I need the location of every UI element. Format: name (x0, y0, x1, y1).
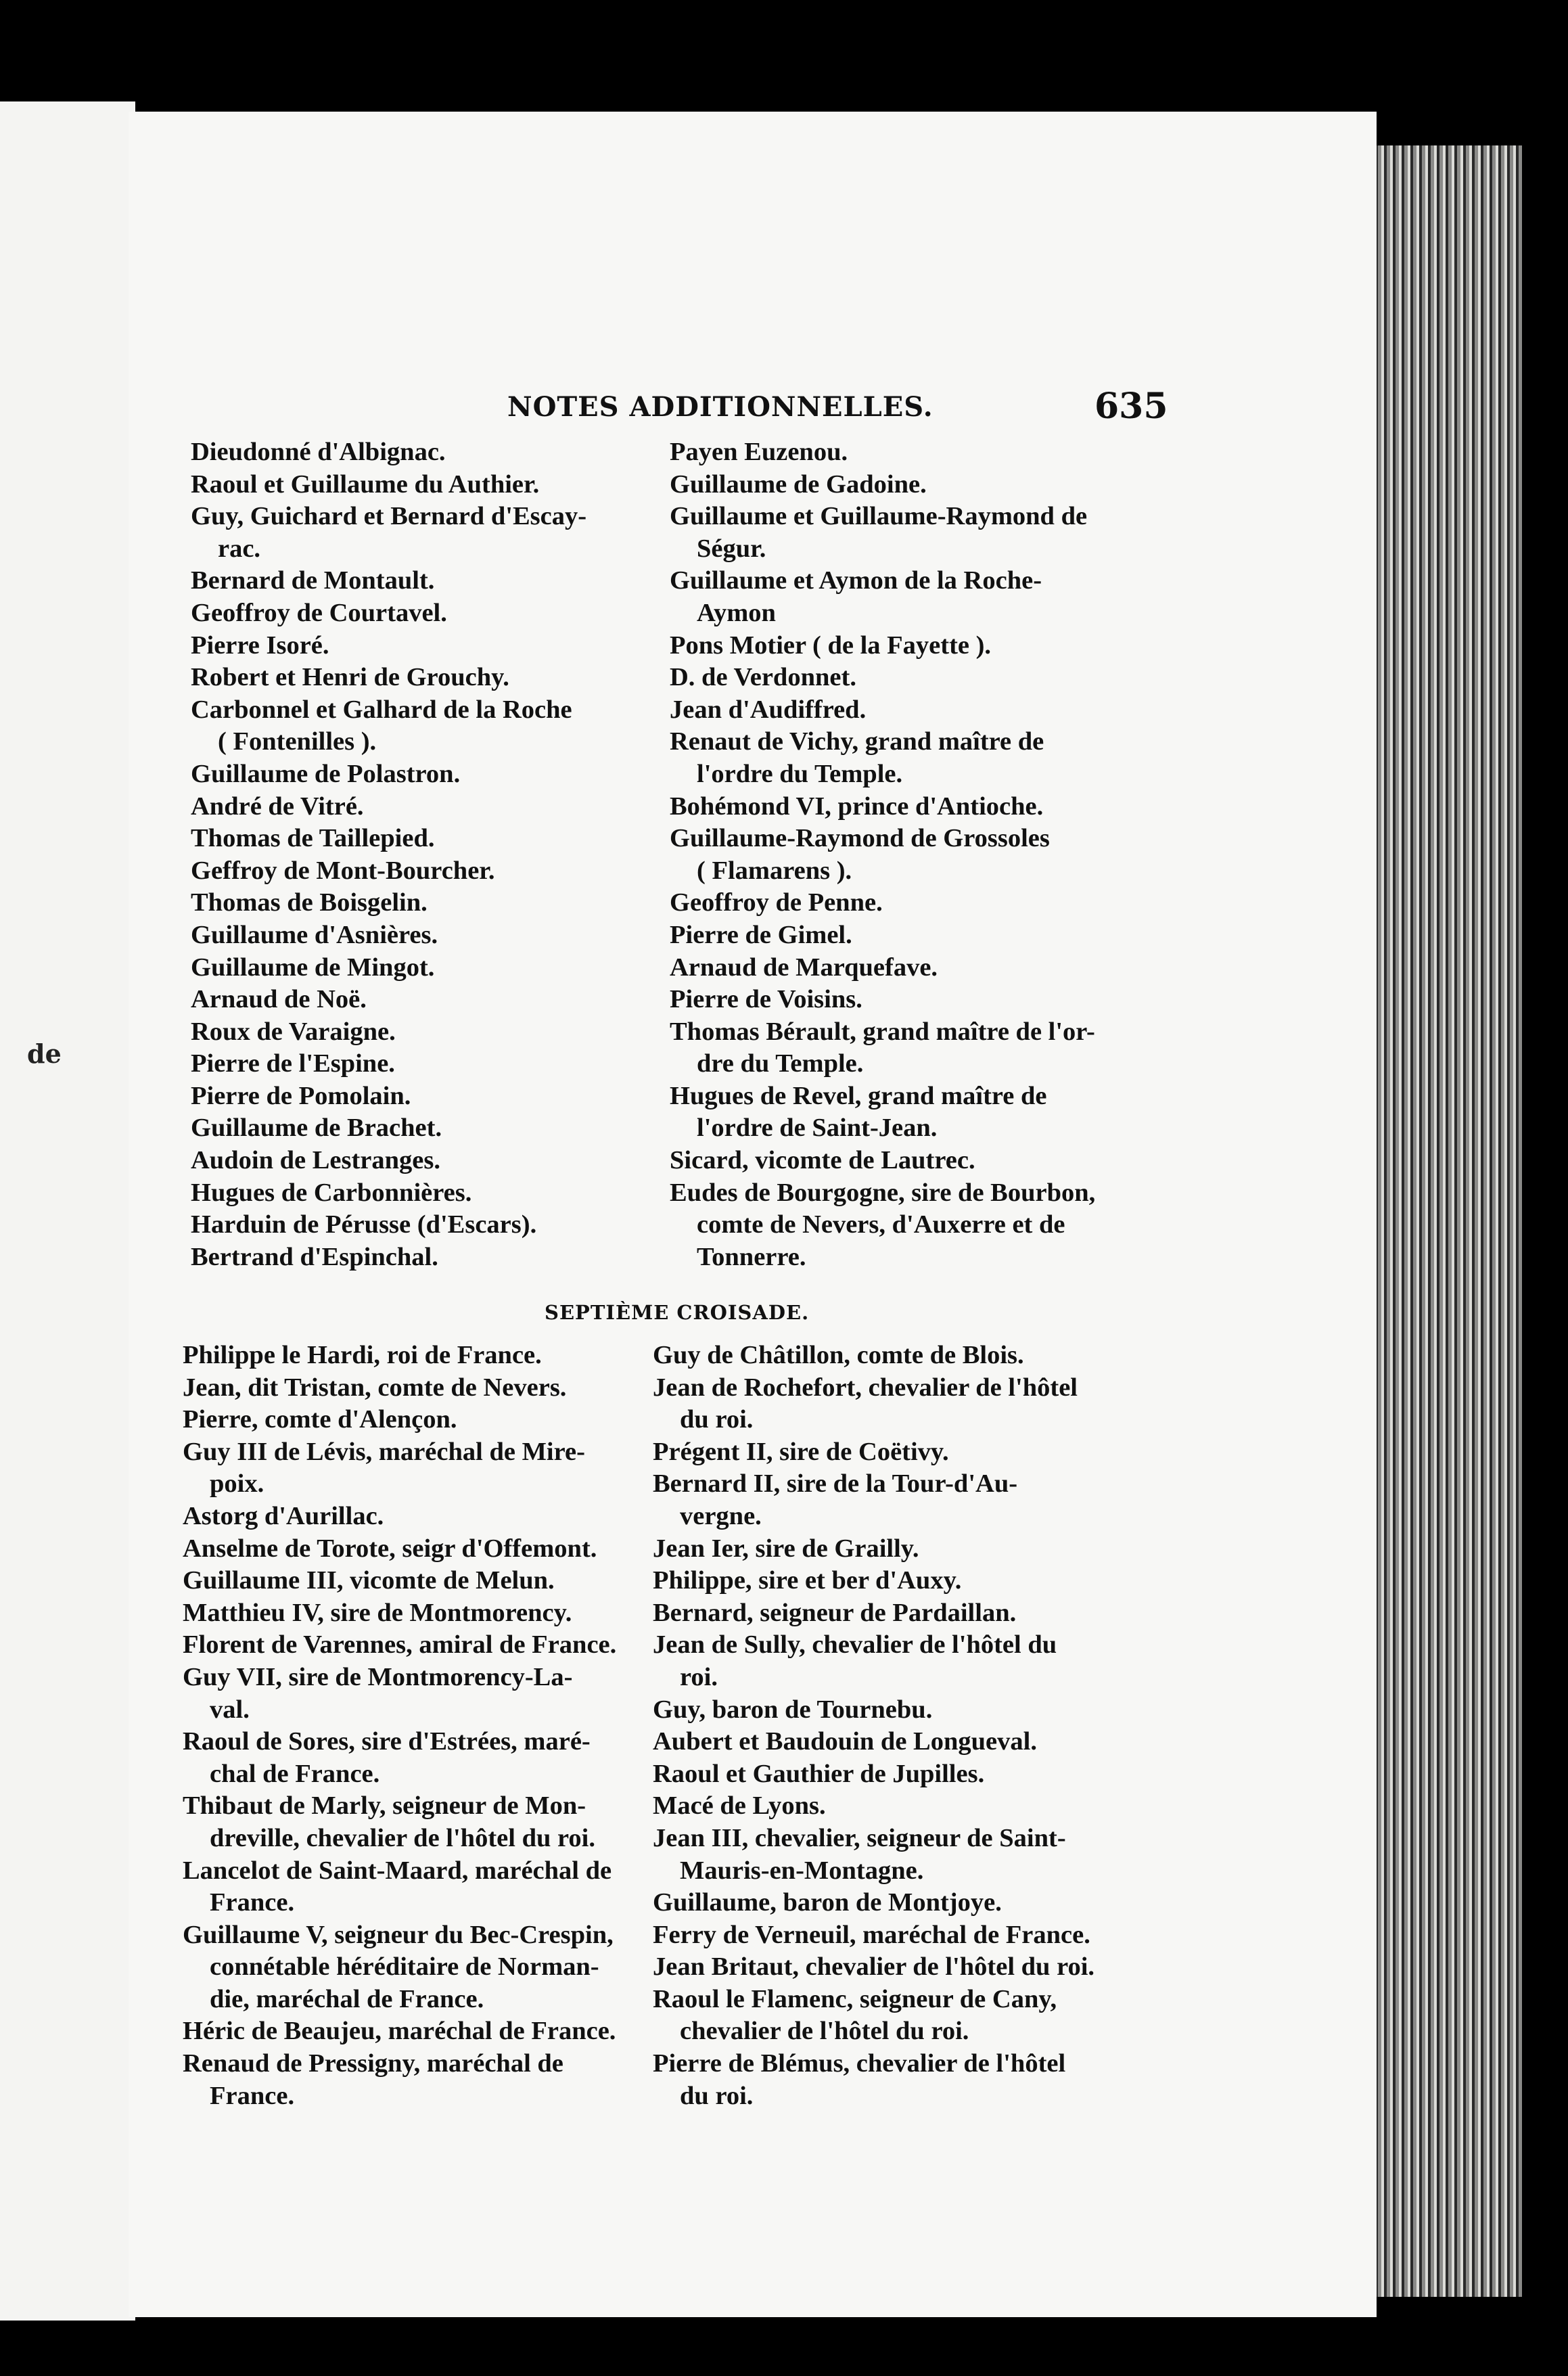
list-column-4 (653, 1340, 1248, 2112)
list-line: Florent de Varennes, amiral de France. (183, 1630, 617, 1660)
list-line: roi. (680, 1662, 718, 1691)
list-line: Jean, dit Tristan, comte de Nevers. (183, 1373, 567, 1402)
list-line: Jean d'Audiffred. (670, 695, 867, 724)
list-line: Pierre, comte d'Alençon. (183, 1405, 457, 1434)
list-line: Bernard, seigneur de Pardaillan. (653, 1598, 1017, 1627)
facing-page-fragment: de (27, 1038, 62, 1069)
list-line: comte de Nevers, d'Auxerre et de (697, 1210, 1065, 1239)
list-line: Hugues de Revel, grand maître de (670, 1081, 1047, 1110)
facing-page (0, 101, 135, 2321)
list-line: Bertrand d'Espinchal. (191, 1242, 438, 1271)
list-line: Raoul et Gauthier de Jupilles. (653, 1759, 985, 1788)
list-line: rac. (218, 534, 261, 563)
list-line: Guy, baron de Tournebu. (653, 1695, 933, 1724)
list-line: Tonnerre. (697, 1242, 806, 1271)
list-line: Jean de Sully, chevalier de l'hôtel du (653, 1630, 1057, 1660)
list-line: dreville, chevalier de l'hôtel du roi. (210, 1823, 595, 1852)
list-line: Mauris-en-Montagne. (680, 1856, 924, 1885)
list-line: Bohémond VI, prince d'Antioche. (670, 792, 1044, 821)
list-line: chal de France. (210, 1759, 380, 1788)
list-line: l'ordre de Saint-Jean. (697, 1114, 938, 1143)
list-line: Bernard de Montault. (191, 566, 435, 595)
list-line: Aymon (697, 598, 776, 627)
list-line: chevalier de l'hôtel du roi. (680, 2017, 969, 2046)
list-line: Arnaud de Marquefave. (670, 953, 938, 982)
list-line: Guy, Guichard et Bernard d'Escay- (191, 502, 587, 531)
list-line: Carbonnel et Galhard de la Roche (191, 695, 572, 724)
list-line: Ferry de Verneuil, maréchal de France. (653, 1920, 1090, 1949)
list-line: Sicard, vicomte de Lautrec. (670, 1146, 975, 1175)
list-line: Guillaume III, vicomte de Melun. (183, 1566, 555, 1595)
list-line: France. (210, 2081, 295, 2110)
list-line: Thomas Bérault, grand maître de l'or- (670, 1017, 1095, 1046)
list-line: Guillaume et Guillaume-Raymond de (670, 502, 1088, 531)
book-page (129, 112, 1377, 2317)
list-line: Anselme de Torote, seigr d'Offemont. (183, 1534, 597, 1563)
list-line: Renaut de Vichy, grand maître de (670, 727, 1044, 756)
list-line: vergne. (680, 1501, 762, 1530)
list-line: Pierre de Pomolain. (191, 1081, 411, 1110)
list-line: Hugues de Carbonnières. (191, 1178, 472, 1207)
list-line: Macé de Lyons. (653, 1791, 826, 1821)
list-line: Guy III de Lévis, maréchal de Mire- (183, 1437, 585, 1466)
list-line: Roux de Varaigne. (191, 1017, 396, 1046)
list-line: Jean Britaut, chevalier de l'hôtel du roi. (653, 1952, 1095, 1982)
list-line: Jean III, chevalier, seigneur de Saint- (653, 1823, 1066, 1852)
list-line: Geoffroy de Courtavel. (191, 598, 447, 627)
list-line: ( Flamarens ). (697, 856, 852, 885)
list-line: Aubert et Baudouin de Longueval. (653, 1727, 1037, 1756)
list-line: Raoul le Flamenc, seigneur de Cany, (653, 1984, 1057, 2013)
list-column-3 (183, 1340, 643, 2112)
list-line: Jean Ier, sire de Grailly. (653, 1534, 919, 1563)
list-line: Eudes de Bourgogne, sire de Bourbon, (670, 1178, 1096, 1207)
list-line: du roi. (680, 1405, 754, 1434)
list-line: du roi. (680, 2081, 754, 2110)
running-title: NOTES ADDITIONNELLES. (507, 391, 933, 423)
list-line: Guy de Châtillon, comte de Blois. (653, 1341, 1024, 1369)
list-line: Robert et Henri de Grouchy. (191, 663, 509, 692)
section-title: SEPTIÈME CROISADE. (545, 1301, 810, 1324)
list-line: Jean de Rochefort, chevalier de l'hôtel (653, 1373, 1078, 1402)
list-line: Payen Euzenou. (670, 438, 848, 466)
page-number: 635 (1094, 386, 1168, 427)
list-line: Guillaume de Gadoine. (670, 470, 927, 499)
list-line: ( Fontenilles ). (218, 727, 377, 756)
list-line: Guillaume de Brachet. (191, 1114, 442, 1143)
list-line: Dieudonné d'Albignac. (191, 438, 446, 466)
list-line: Philippe le Hardi, roi de France. (183, 1341, 542, 1369)
list-line: Guillaume d'Asnières. (191, 920, 438, 949)
list-line: Audoin de Lestranges. (191, 1146, 441, 1175)
list-line: Geffroy de Mont-Bourcher. (191, 856, 495, 885)
list-line: Geoffroy de Penne. (670, 888, 883, 917)
list-line: Prégent II, sire de Coëtivy. (653, 1437, 949, 1466)
list-line: Héric de Beaujeu, maréchal de France. (183, 2017, 616, 2046)
list-line: Astorg d'Aurillac. (183, 1501, 384, 1530)
list-line: Pierre de Blémus, chevalier de l'hôtel (653, 2049, 1066, 2078)
list-line: dre du Temple. (697, 1049, 864, 1078)
list-line: l'ordre du Temple. (697, 759, 903, 788)
list-line: Guy VII, sire de Montmorency-La- (183, 1662, 573, 1691)
list-column-2 (670, 436, 1265, 1273)
list-line: France. (210, 1888, 295, 1917)
list-line: Arnaud de Noë. (191, 985, 367, 1014)
page-header (129, 386, 1377, 433)
list-line: Pierre Isoré. (191, 631, 329, 660)
list-line: Matthieu IV, sire de Montmorency. (183, 1598, 572, 1627)
list-line: Harduin de Pérusse (d'Escars). (191, 1210, 537, 1239)
list-line: Pierre de Gimel. (670, 920, 852, 949)
list-line: Guillaume V, seigneur du Bec-Crespin, (183, 1920, 614, 1949)
list-line: Guillaume de Mingot. (191, 953, 435, 982)
list-line: Guillaume, baron de Montjoye. (653, 1888, 1002, 1917)
list-line: Raoul de Sores, sire d'Estrées, maré- (183, 1727, 591, 1756)
list-line: D. de Verdonnet. (670, 663, 856, 692)
list-line: Thomas de Taillepied. (191, 824, 435, 853)
list-column-1 (191, 436, 651, 1273)
list-line: poix. (210, 1469, 264, 1499)
list-line: connétable héréditaire de Norman- (210, 1952, 599, 1982)
list-line: Guillaume de Polastron. (191, 759, 461, 788)
list-line: Pons Motier ( de la Fayette ). (670, 631, 992, 660)
list-line: Lancelot de Saint-Maard, maréchal de (183, 1856, 612, 1885)
page-edge (1366, 145, 1522, 2297)
list-line: Raoul et Guillaume du Authier. (191, 470, 540, 499)
list-line: Thomas de Boisgelin. (191, 888, 428, 917)
list-line: val. (210, 1695, 250, 1724)
list-line: Renaud de Pressigny, maréchal de (183, 2049, 563, 2078)
list-line: die, maréchal de France. (210, 1984, 484, 2013)
list-line: Philippe, sire et ber d'Auxy. (653, 1566, 962, 1595)
list-line: Bernard II, sire de la Tour-d'Au- (653, 1469, 1018, 1499)
list-line: Guillaume et Aymon de la Roche- (670, 566, 1042, 595)
list-line: Ségur. (697, 534, 766, 563)
list-line: André de Vitré. (191, 792, 364, 821)
list-line: Pierre de l'Espine. (191, 1049, 395, 1078)
list-line: Pierre de Voisins. (670, 985, 862, 1014)
list-line: Thibaut de Marly, seigneur de Mon- (183, 1791, 586, 1821)
list-line: Guillaume-Raymond de Grossoles (670, 824, 1050, 853)
